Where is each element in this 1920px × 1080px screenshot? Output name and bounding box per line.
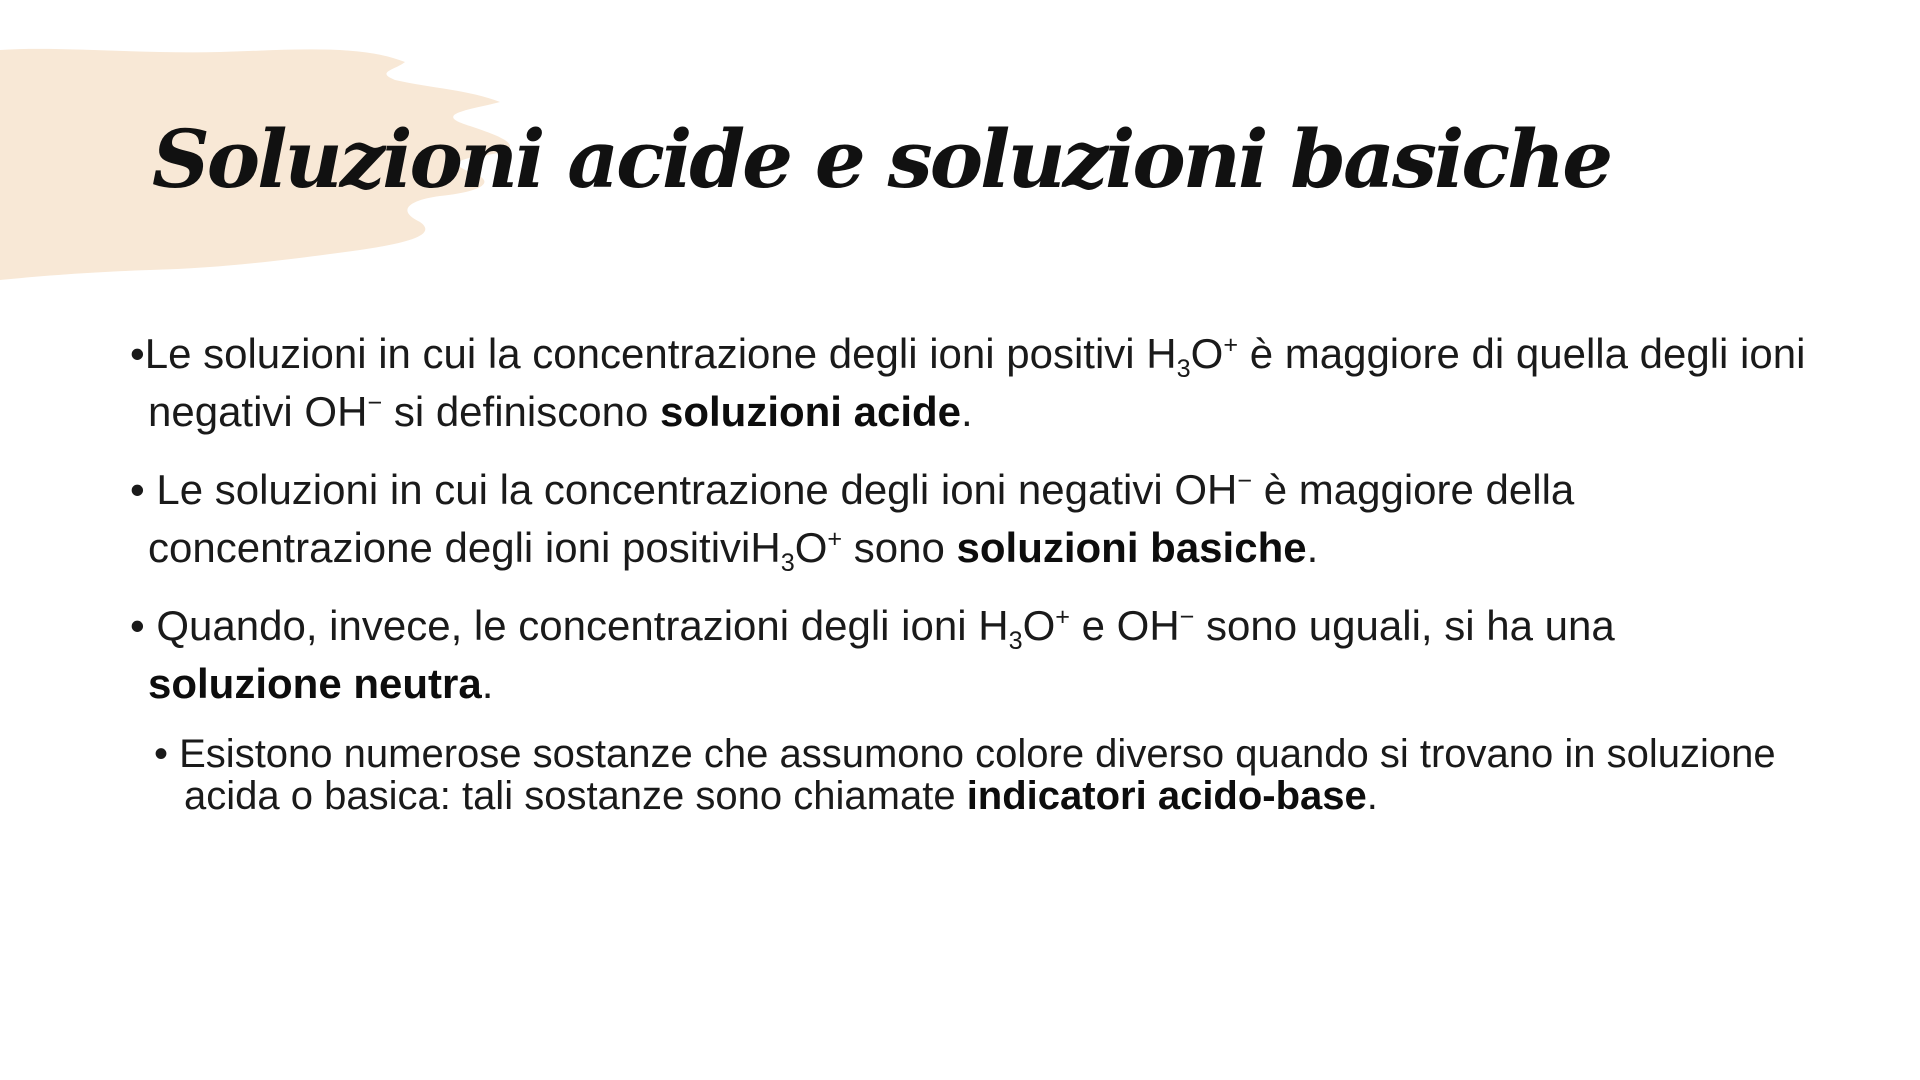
superscript-plus: + bbox=[827, 524, 843, 553]
superscript-minus: − bbox=[367, 388, 383, 417]
bullet-marker: • bbox=[130, 330, 145, 377]
bullet-text: è maggiore della concentrazione degli ioni positiviH bbox=[148, 466, 1575, 571]
subscript-3: 3 bbox=[1008, 626, 1023, 655]
bullet-text: sono bbox=[842, 524, 957, 571]
term-soluzioni-acide: soluzioni acide bbox=[659, 388, 962, 435]
bullet-basic-solutions bbox=[130, 461, 1810, 577]
subscript-3: 3 bbox=[1176, 354, 1191, 383]
bullet-text: si definiscono bbox=[382, 388, 660, 435]
bullet-text: O bbox=[1022, 602, 1056, 649]
superscript-minus: − bbox=[1237, 466, 1253, 495]
bullet-text: Quando, invece, le concentrazioni degli ioni H bbox=[156, 602, 1009, 649]
bullet-indicators bbox=[130, 733, 1810, 817]
bullet-text: sono uguali, si ha una bbox=[1194, 602, 1615, 649]
bullet-text: O bbox=[1190, 330, 1224, 377]
bullet-marker: • bbox=[154, 732, 180, 776]
bullet-marker: • bbox=[130, 602, 157, 649]
bullet-text: Esistono numerose sostanze che assumono colore diverso quando si trovano in soluzione acida o basica: tali sostanze sono chiamate bbox=[179, 732, 1776, 818]
term-indicatori-acido-base: indicatori acido-base bbox=[966, 774, 1367, 818]
bullet-text: O bbox=[794, 524, 828, 571]
bullet-marker: • bbox=[130, 466, 157, 513]
bullet-text: . bbox=[961, 388, 973, 435]
term-soluzione-neutra: soluzione neutra bbox=[148, 660, 482, 707]
bullet-text: Le soluzioni in cui la concentrazione degli ioni positivi H bbox=[144, 330, 1177, 377]
bullet-text: Le soluzioni in cui la concentrazione degli ioni negativi OH bbox=[156, 466, 1238, 513]
term-soluzioni-basiche: soluzioni basiche bbox=[956, 524, 1307, 571]
bullet-text: è maggiore di quella degli ioni negativi OH bbox=[148, 330, 1806, 435]
bullet-list bbox=[130, 325, 1810, 837]
bullet-acid-solutions bbox=[130, 325, 1810, 441]
bullet-neutral-solution bbox=[130, 597, 1810, 713]
bullet-text: . bbox=[481, 660, 494, 707]
subscript-3: 3 bbox=[780, 548, 795, 577]
superscript-plus: + bbox=[1055, 602, 1070, 631]
bullet-text: . bbox=[1306, 524, 1319, 571]
superscript-plus: + bbox=[1223, 330, 1239, 359]
slide-title: Soluzioni acide e soluzioni basiche bbox=[152, 112, 1611, 206]
bullet-text: e OH bbox=[1069, 602, 1180, 649]
bullet-text: . bbox=[1366, 774, 1378, 818]
superscript-minus: − bbox=[1179, 602, 1195, 631]
